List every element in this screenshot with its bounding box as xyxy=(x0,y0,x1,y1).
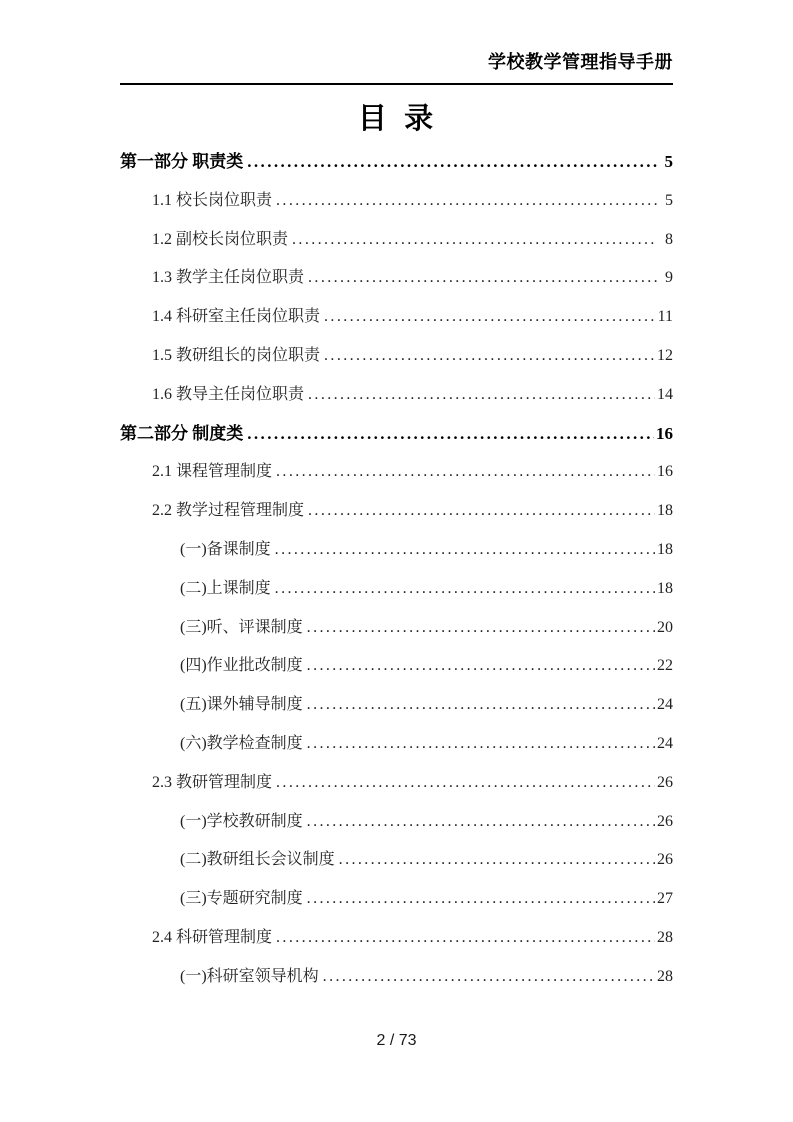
toc-entry-page: 20 xyxy=(657,618,673,636)
toc-dot-leader xyxy=(292,221,657,260)
toc-dot-leader xyxy=(307,647,655,686)
toc-entry[interactable] xyxy=(120,492,673,531)
toc-entry-label: (三)专题研究制度 xyxy=(180,890,303,908)
toc-dot-leader xyxy=(276,182,657,221)
toc-entry-page: 28 xyxy=(657,967,673,985)
toc-entry-page: 9 xyxy=(665,269,673,287)
toc-dot-leader xyxy=(307,880,655,919)
toc-dot-leader xyxy=(324,337,655,376)
toc-entry-page: 14 xyxy=(657,385,673,403)
page-header xyxy=(120,48,673,85)
toc-entry[interactable] xyxy=(120,337,673,376)
toc-entry-label: 2.2 教学过程管理制度 xyxy=(152,502,305,520)
toc-entry[interactable] xyxy=(120,958,673,997)
toc-entry[interactable] xyxy=(120,531,673,570)
toc-dot-leader xyxy=(339,841,655,880)
toc-entry-page: 26 xyxy=(657,812,673,830)
toc-entry-label: 第二部分 制度类 xyxy=(120,423,244,443)
toc-entry-label: 1.5 教研组长的岗位职责 xyxy=(152,346,321,364)
toc-entry-page: 5 xyxy=(665,191,673,209)
toc-entry-label: 第一部分 职责类 xyxy=(120,152,244,171)
toc-dot-leader xyxy=(307,609,655,648)
toc-entry[interactable] xyxy=(120,841,673,880)
toc-entry[interactable] xyxy=(120,259,673,298)
toc-dot-leader xyxy=(308,259,657,298)
toc-entry-label: 1.3 教学主任岗位职责 xyxy=(152,269,305,287)
toc-entry[interactable] xyxy=(120,453,673,492)
toc-dot-leader xyxy=(324,298,656,337)
toc-dot-leader xyxy=(247,143,657,182)
toc-entry[interactable] xyxy=(120,221,673,260)
toc-entry-page: 24 xyxy=(657,734,673,752)
toc-dot-leader xyxy=(307,686,655,725)
toc-entry[interactable] xyxy=(120,415,673,454)
toc-entry-label: (一)科研室领导机构 xyxy=(180,967,319,985)
toc-entry-label: 1.1 校长岗位职责 xyxy=(152,191,273,209)
page-number: 2 / 73 xyxy=(376,1032,417,1049)
toc-entry-page: 18 xyxy=(657,540,673,558)
toc-dot-leader xyxy=(323,958,655,997)
toc-entry[interactable] xyxy=(120,143,673,182)
toc-entry-page: 26 xyxy=(657,851,673,869)
toc-entry[interactable] xyxy=(120,570,673,609)
toc-entry-page: 12 xyxy=(657,346,673,364)
toc-entry[interactable] xyxy=(120,919,673,958)
toc-dot-leader xyxy=(307,803,655,842)
toc-dot-leader xyxy=(275,570,655,609)
toc-dot-leader xyxy=(308,376,655,415)
toc-entry[interactable] xyxy=(120,298,673,337)
toc-dot-leader xyxy=(275,531,655,570)
toc-dot-leader xyxy=(307,725,655,764)
toc-entry-label: (一)学校教研制度 xyxy=(180,812,303,830)
header-title: 学校教学管理指导手册 xyxy=(488,52,673,72)
toc-entry-label: (二)上课制度 xyxy=(180,579,271,597)
toc-entry-label: 2.4 科研管理制度 xyxy=(152,928,273,946)
toc-title: 目 录 xyxy=(357,103,436,135)
toc-entry-page: 16 xyxy=(657,463,673,481)
toc-entry-page: 5 xyxy=(664,152,673,171)
toc-list xyxy=(120,143,673,997)
toc-entry-page: 28 xyxy=(657,928,673,946)
toc-entry-page: 11 xyxy=(657,308,673,326)
toc-entry-page: 22 xyxy=(657,657,673,675)
toc-entry-label: (六)教学检查制度 xyxy=(180,734,303,752)
toc-entry[interactable] xyxy=(120,725,673,764)
toc-entry[interactable] xyxy=(120,686,673,725)
toc-entry-label: (五)课外辅导制度 xyxy=(180,696,303,714)
toc-entry-page: 18 xyxy=(657,502,673,520)
toc-entry[interactable] xyxy=(120,182,673,221)
toc-entry-label: (三)听、评课制度 xyxy=(180,618,303,636)
toc-entry-page: 27 xyxy=(657,890,673,908)
toc-entry-page: 8 xyxy=(665,230,673,248)
toc-entry-page: 26 xyxy=(657,773,673,791)
toc-entry[interactable] xyxy=(120,803,673,842)
toc-entry-label: 1.6 教导主任岗位职责 xyxy=(152,385,305,403)
toc-entry[interactable] xyxy=(120,880,673,919)
toc-entry-page: 18 xyxy=(657,579,673,597)
toc-entry-label: 2.1 课程管理制度 xyxy=(152,463,273,481)
toc-entry-page: 16 xyxy=(656,423,673,443)
toc-entry-page: 24 xyxy=(657,696,673,714)
toc-entry-label: (四)作业批改制度 xyxy=(180,657,303,675)
toc-dot-leader xyxy=(276,764,655,803)
toc-entry-label: (一)备课制度 xyxy=(180,540,271,558)
toc-dot-leader xyxy=(276,453,655,492)
toc-entry[interactable] xyxy=(120,647,673,686)
toc-dot-leader xyxy=(276,919,655,958)
toc-entry-label: 1.4 科研室主任岗位职责 xyxy=(152,308,321,326)
toc-dot-leader xyxy=(247,415,654,454)
toc-entry[interactable] xyxy=(120,764,673,803)
toc-entry[interactable] xyxy=(120,609,673,648)
toc-entry-label: 1.2 副校长岗位职责 xyxy=(152,230,289,248)
toc-entry-label: (二)教研组长会议制度 xyxy=(180,851,335,869)
toc-entry-label: 2.3 教研管理制度 xyxy=(152,773,273,791)
toc-dot-leader xyxy=(308,492,655,531)
toc-entry[interactable] xyxy=(120,376,673,415)
